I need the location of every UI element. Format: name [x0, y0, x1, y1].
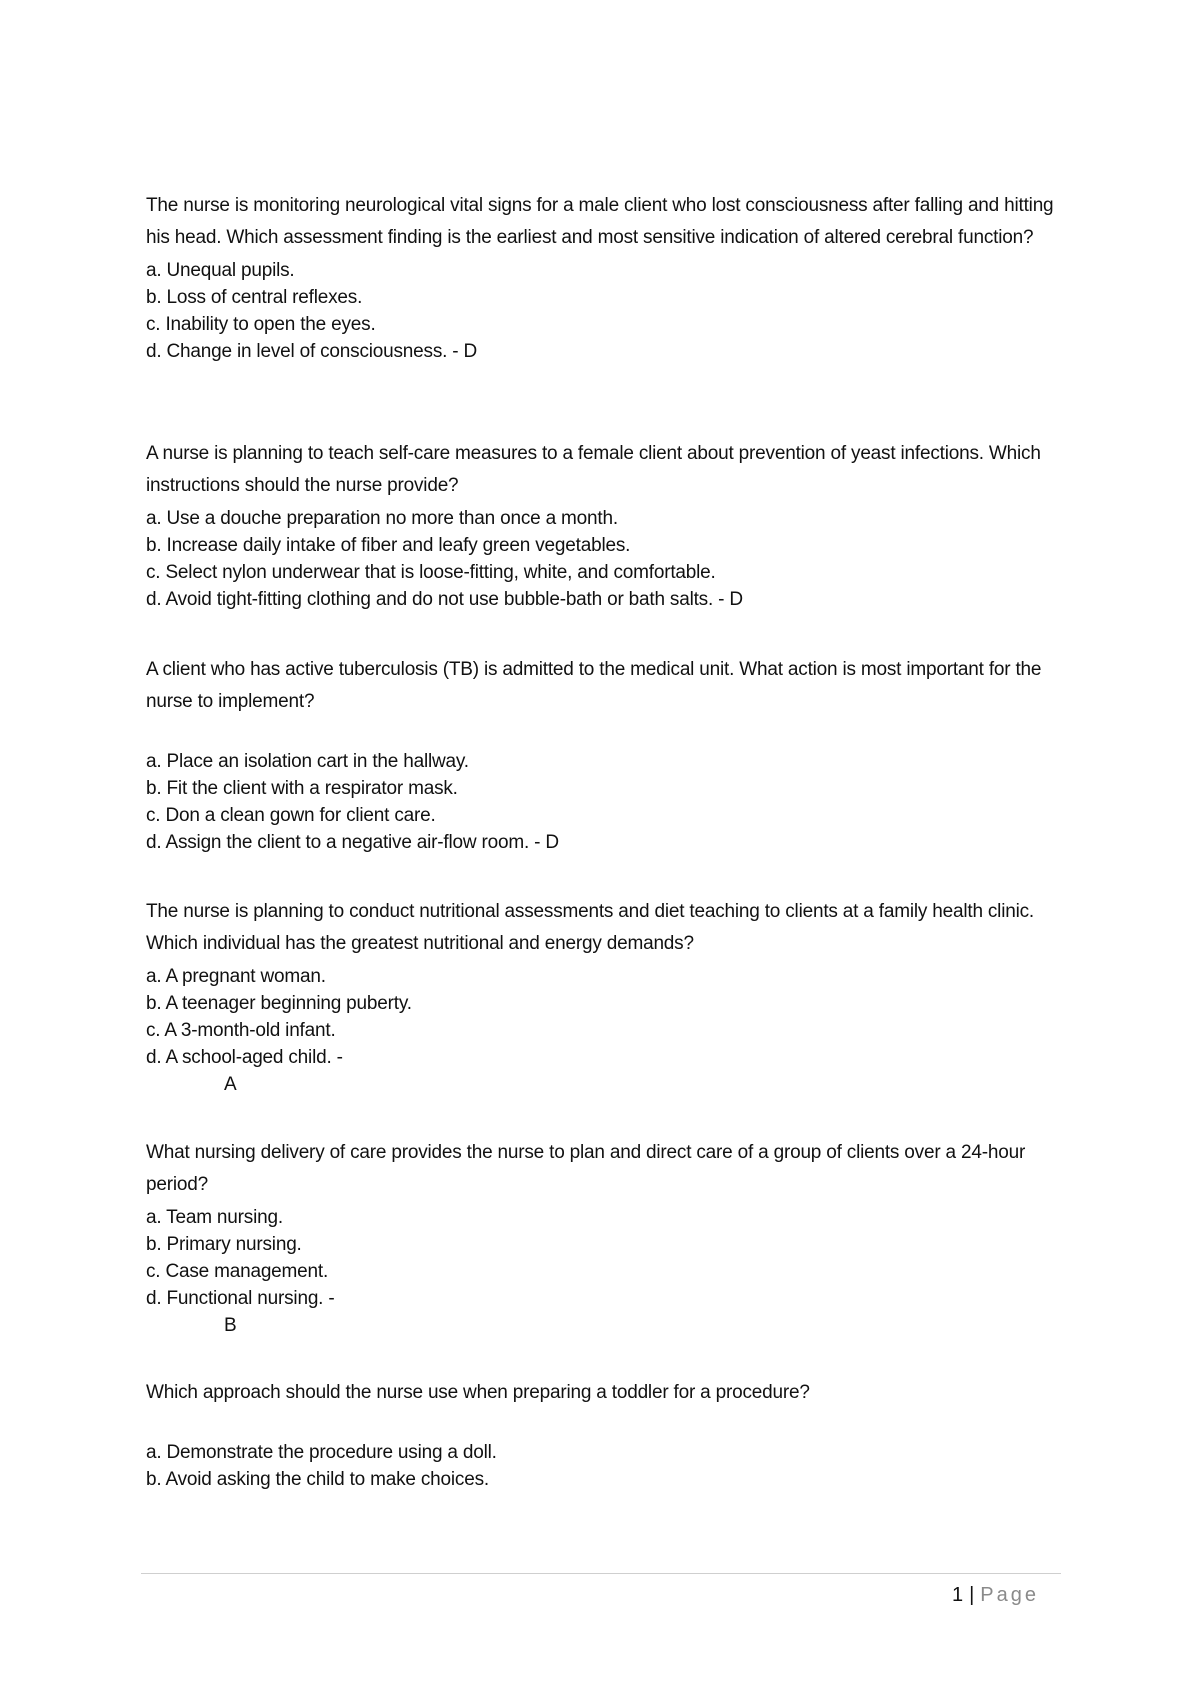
option-list: [146, 1204, 1066, 1312]
question-1: [146, 190, 1066, 365]
question-5: [146, 1137, 1066, 1339]
question-2: [146, 438, 1066, 613]
question-stem: A nurse is planning to teach self-care measures to a female client about prevention of yeast infections. Which instructions should the nurse provide?: [146, 443, 1041, 496]
option-d: d. Change in level of consciousness. - D: [146, 341, 478, 362]
option-c: c. Select nylon underwear that is loose-fitting, white, and comfortable.: [146, 562, 716, 583]
option-b: b. A teenager beginning puberty.: [146, 993, 412, 1014]
answer-key: A: [224, 1074, 237, 1095]
option-c: c. Inability to open the eyes.: [146, 314, 376, 335]
answer-key: B: [224, 1315, 237, 1336]
option-a: a. Place an isolation cart in the hallway.: [146, 751, 469, 772]
page-footer: [952, 1582, 1039, 1608]
option-b: b. Primary nursing.: [146, 1234, 302, 1255]
option-b: b. Fit the client with a respirator mask.: [146, 778, 458, 799]
option-c: c. A 3-month-old infant.: [146, 1020, 336, 1041]
page-label: Page: [980, 1584, 1039, 1606]
option-d: d. Avoid tight-fitting clothing and do not use bubble-bath or bath salts. - D: [146, 589, 743, 610]
question-6: [146, 1377, 1066, 1493]
option-a: a. Use a douche preparation no more than once a month.: [146, 508, 618, 529]
option-list: [146, 748, 1066, 856]
option-b: b. Increase daily intake of fiber and leafy green vegetables.: [146, 535, 631, 556]
option-d: d. A school-aged child. -: [146, 1047, 343, 1068]
question-3: [146, 654, 1066, 856]
footer-divider: [141, 1573, 1061, 1574]
option-a: a. A pregnant woman.: [146, 966, 326, 987]
option-list: [146, 505, 1066, 613]
option-c: c. Case management.: [146, 1261, 329, 1282]
question-stem: Which approach should the nurse use when preparing a toddler for a procedure?: [146, 1382, 810, 1403]
option-a: a. Team nursing.: [146, 1207, 283, 1228]
option-d: d. Functional nursing. -: [146, 1288, 335, 1309]
question-4: [146, 896, 1066, 1098]
question-stem: The nurse is monitoring neurological vital signs for a male client who lost consciousness after falling and hitting his head. Which assessment finding is the earliest and most sensitive indication of altered cerebral function?: [146, 195, 1054, 248]
page-number: 1: [951, 1584, 964, 1606]
footer-separator: |: [969, 1584, 975, 1606]
question-stem: The nurse is planning to conduct nutritional assessments and diet teaching to clients at a family health clinic. Which individual has the greatest nutritional and energy demands?: [146, 901, 1034, 954]
option-list: [146, 1439, 1066, 1493]
option-b: b. Avoid asking the child to make choices.: [146, 1469, 489, 1490]
option-a: a. Unequal pupils.: [146, 260, 295, 281]
option-list: [146, 257, 1066, 365]
option-c: c. Don a clean gown for client care.: [146, 805, 436, 826]
option-b: b. Loss of central reflexes.: [146, 287, 363, 308]
option-a: a. Demonstrate the procedure using a doll.: [146, 1442, 497, 1463]
option-list: [146, 963, 1066, 1071]
question-stem: A client who has active tuberculosis (TB) is admitted to the medical unit. What action is most important for the nurse to implement?: [146, 659, 1042, 712]
question-stem: What nursing delivery of care provides the nurse to plan and direct care of a group of clients over a 24-hour period?: [146, 1142, 1026, 1195]
option-d: d. Assign the client to a negative air-flow room. - D: [146, 832, 559, 853]
